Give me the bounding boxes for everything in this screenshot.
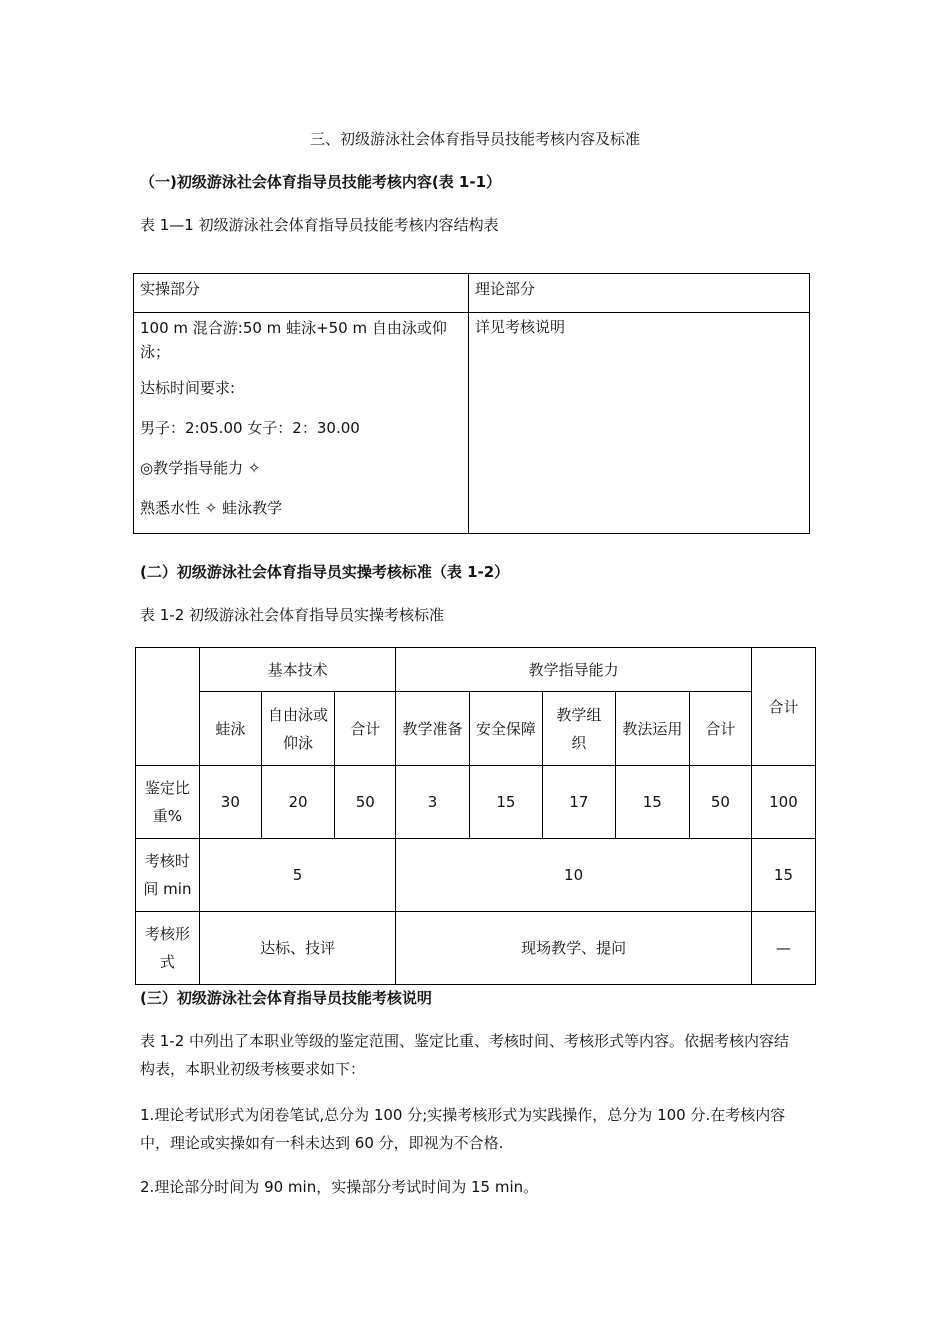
sub-header-basic-total: 合计 [335, 692, 396, 766]
teaching-ability-header: 教学指导能力 [396, 648, 752, 692]
value-cell: 30 [199, 766, 261, 839]
row-label: 考核时间 min [136, 839, 200, 912]
explanation-paragraph: 表 1-2 中列出了本职业等级的鉴定范围、鉴定比重、考核时间、考核形式等内容。依据考核内容结构表，本职业初级考核要求如下： [140, 1032, 790, 1078]
value-cell: 50 [335, 766, 396, 839]
value-cell: 20 [261, 766, 334, 839]
table1-caption: 表 1—1 初级游泳社会体育指导员技能考核内容结构表 [140, 216, 499, 234]
value-cell: 5 [199, 839, 395, 912]
value-cell: 15 [469, 766, 542, 839]
value-cell: 17 [543, 766, 616, 839]
explanation-paragraph: 2.理论部分时间为 90 min，实操部分考试时间为 15 min。 [140, 1178, 539, 1196]
table-row [136, 839, 816, 912]
sub-header-preparation: 教学准备 [396, 692, 469, 766]
total-header: 合计 [751, 648, 815, 766]
theory-text: 详见考核说明 [475, 318, 566, 336]
content-structure-table [133, 273, 810, 534]
practice-line: 泳； [140, 343, 171, 361]
practical-standard-table [135, 647, 816, 985]
corner-cell [136, 648, 200, 766]
value-cell: 达标、技评 [199, 912, 395, 985]
value-cell: 10 [396, 839, 752, 912]
explanation-paragraph: 1.理论考试形式为闭卷笔试,总分为 100 分;实操考核形式为实践操作，总分为 100 分.在考核内容中，理论或实操如有一科未达到 60 分，即视为不合格. [140, 1106, 786, 1152]
practice-line: 熟悉水性 ✧ 蛙泳教学 [140, 499, 283, 517]
sub-header-teaching-total: 合计 [689, 692, 751, 766]
value-cell: 15 [615, 766, 689, 839]
value-cell: 现场教学、提问 [396, 912, 752, 985]
value-cell: — [751, 912, 815, 985]
row-label: 鉴定比重% [136, 766, 200, 839]
basic-technique-header: 基本技术 [199, 648, 395, 692]
sub-header-safety: 安全保障 [469, 692, 542, 766]
practice-line: 100 m 混合游:50 m 蛙泳+50 m 自由泳或仰 [140, 319, 447, 337]
table-row [136, 766, 816, 839]
practice-content [134, 313, 469, 534]
practice-line: 男子：2:05.00 女子：2：30.00 [140, 419, 360, 437]
practice-header: 实操部分 [134, 274, 469, 313]
value-cell: 15 [751, 839, 815, 912]
sub-header-freestyle: 自由泳或仰泳 [261, 692, 334, 766]
table-row [136, 912, 816, 985]
sub-header-breaststroke: 蛙泳 [199, 692, 261, 766]
theory-header: 理论部分 [469, 274, 810, 313]
table2-caption: 表 1-2 初级游泳社会体育指导员实操考核标准 [140, 606, 445, 624]
section1-heading: （一)初级游泳社会体育指导员技能考核内容(表 1-1） [140, 173, 502, 191]
value-cell: 3 [396, 766, 469, 839]
practice-line: 达标时间要求: [140, 379, 236, 397]
row-label: 考核形式 [136, 912, 200, 985]
section3-heading: (三）初级游泳社会体育指导员技能考核说明 [140, 989, 432, 1007]
value-cell: 50 [689, 766, 751, 839]
section2-heading: (二）初级游泳社会体育指导员实操考核标准（表 1-2） [140, 563, 510, 581]
page-title: 三、初级游泳社会体育指导员技能考核内容及标准 [309, 130, 640, 148]
sub-header-method: 教法运用 [615, 692, 689, 766]
theory-content [469, 313, 810, 534]
sub-header-organization: 教学组织 [543, 692, 616, 766]
value-cell: 100 [751, 766, 815, 839]
practice-line: ◎教学指导能力 ✧ [140, 459, 261, 477]
